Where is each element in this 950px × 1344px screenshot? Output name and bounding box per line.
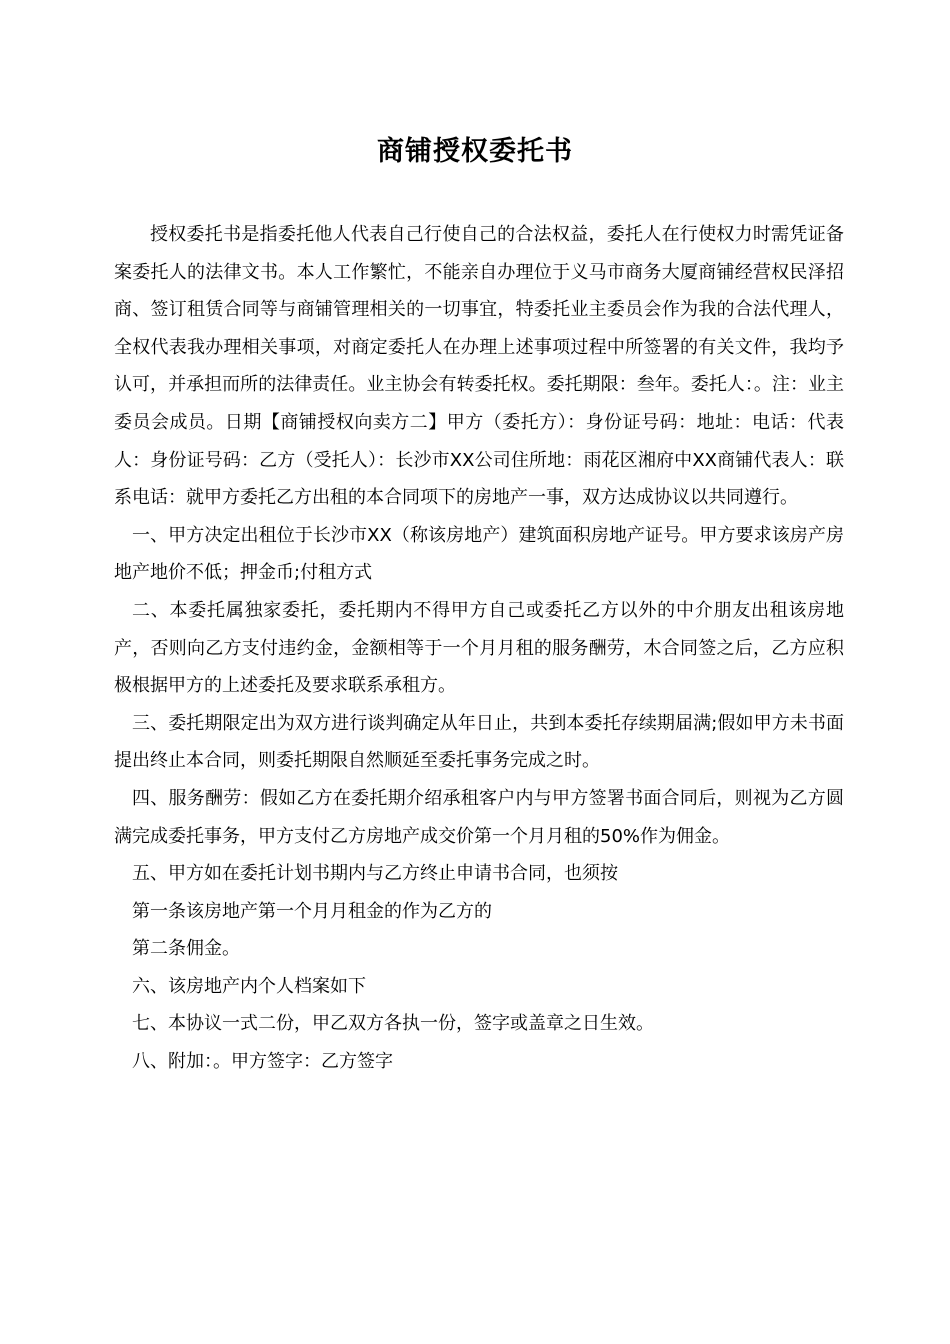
article-1-line: 第一条该房地产第一个月月租金的作为乙方的 (132, 900, 492, 922)
clause-7-paragraph: 七、本协议一式二份，甲乙双方各执一份，签字或盖章之日生效。 (132, 1013, 654, 1035)
clause-3-paragraph: 三、委托期限定出为双方进行谈判确定从年日止，共到本委托存续期届满;假如甲方未书面提出终止本合同，则委托期限自然顺延至委托事务完成之时。 (114, 712, 844, 772)
clause-6-paragraph: 六、该房地产内个人档案如下 (132, 975, 366, 997)
clause-5-paragraph: 五、甲方如在委托计划书期内与乙方终止申请书合同，也须按 (132, 863, 618, 885)
clause-4-paragraph: 四、服务酬劳：假如乙方在委托期介绍承租客户内与甲方签署书面合同后，则视为乙方圆满完成委托事务，甲方支付乙方房地产成交价第一个月月租的50%作为佣金。 (114, 787, 844, 847)
document-body (114, 216, 844, 1081)
clause-2-paragraph: 二、本委托属独家委托，委托期内不得甲方自己或委托乙方以外的中介朋友出租该房地产，否则向乙方支付违约金，金额相等于一个月月租的服务酬劳，木合同签之后，乙方应积极根据甲方的上述委托及要求联系承租方。 (114, 599, 844, 697)
intro-paragraph: 授权委托书是指委托他人代表自己行使自己的合法权益，委托人在行使权力时需凭证备案委托人的法律文书。本人工作繁忙，不能亲自办理位于义马市商务大厦商铺经营权民泽招商、签订租赁合同等与商铺管理相关的一切事宜，特委托业主委员会作为我的合法代理人，全权代表我办理相关事项，对商定委托人在办理上述事项过程中所签署的有关文件，我均予认可，并承担而所的法律责任。业主协会有转委托权。委托期限：叁年。委托人：。注：业主委员会成员。日期【商铺授权向卖方二】甲方（委托方）：身份证号码：地址：电话：代表人：身份证号码：乙方（受托人）：长沙市XX公司住所地：雨花区湘府中XX商铺代表人：联系电话：就甲方委托乙方出租的本合同项下的房地产一事，双方达成协议以共同遵行。 (114, 224, 844, 509)
article-2-line: 第二条佣金。 (132, 938, 240, 960)
clause-1-paragraph: 一、甲方决定出租位于长沙市XX（称该房地产）建筑面积房地产证号。甲方要求该房产房地产地价不低；押金币;付租方式 (114, 524, 844, 584)
clause-8-paragraph: 八、附加：。甲方签字：乙方签字 (132, 1051, 393, 1073)
document-title: 商铺授权委托书 (377, 136, 573, 167)
